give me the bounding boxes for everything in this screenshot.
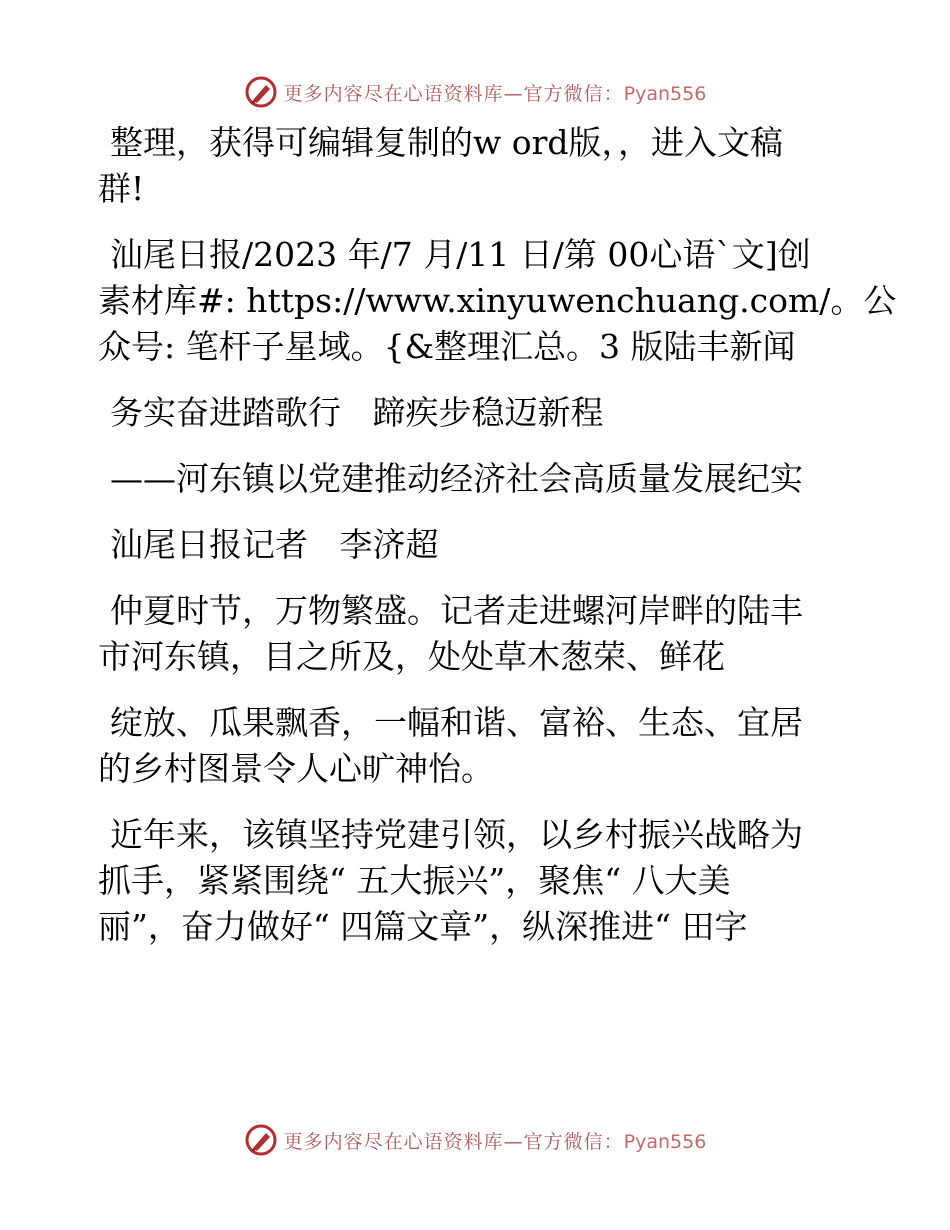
article-byline (98, 522, 858, 568)
text-line: 绽放、瓜果飘香，一幅和谐、富裕、生态、宜居 (110, 703, 803, 742)
watermark-header (0, 72, 950, 112)
document-body (98, 120, 897, 970)
paragraph-source (98, 232, 897, 370)
text-line: 整理，获得可编辑复制的w ord版，，进入文稿 (110, 123, 784, 162)
watermark-text: 更多内容尽在心语资料库—官方微信：Pyan556 (283, 1130, 707, 1153)
text-line: 素材库#: https://www.xinyuwenchuang.com/。公 (98, 281, 897, 320)
watermark-footer (0, 1120, 950, 1160)
text-line: 的乡村图景令人心旷神怡。 (98, 749, 494, 788)
paragraph-body (98, 812, 858, 950)
watermark-text: 更多内容尽在心语资料库—官方微信：Pyan556 (283, 82, 707, 105)
watermark-wechat-id: Pyan556 (623, 1130, 707, 1153)
text-line: 汕尾日报/2023 年/7 月/11 日/第 00心语`文]创 (110, 235, 811, 274)
text-line: 抓手，紧紧围绕“ 五大振兴”，聚焦“ 八大美 (98, 861, 731, 900)
pen-logo-icon (244, 1123, 278, 1157)
text-line: ——河东镇以党建推动经济社会高质量发展纪实 (110, 459, 803, 498)
paragraph-intro (98, 120, 858, 212)
paragraph-body (98, 588, 858, 680)
watermark-wechat-id: Pyan556 (623, 82, 707, 105)
article-subtitle (98, 456, 858, 502)
text-line: 丽”，奋力做好“ 四篇文章”，纵深推进“ 田字 (98, 907, 748, 946)
text-line: 近年来，该镇坚持党建引领，以乡村振兴战略为 (110, 815, 803, 854)
pen-logo-icon (244, 75, 278, 109)
text-line: 市河东镇，目之所及，处处草木葱荣、鲜花 (98, 637, 725, 676)
text-line: 众号: 笔杆子星域。{&整理汇总。3 版陆丰新闻 (98, 327, 796, 366)
paragraph-body (98, 700, 858, 792)
text-line: 群! (98, 169, 145, 208)
article-title (98, 390, 858, 436)
text-line: 汕尾日报记者 李济超 (110, 525, 439, 564)
text-line: 仲夏时节，万物繁盛。记者走进螺河岸畔的陆丰 (110, 591, 803, 630)
text-line: 务实奋进踏歌行 蹄疾步稳迈新程 (110, 393, 604, 432)
